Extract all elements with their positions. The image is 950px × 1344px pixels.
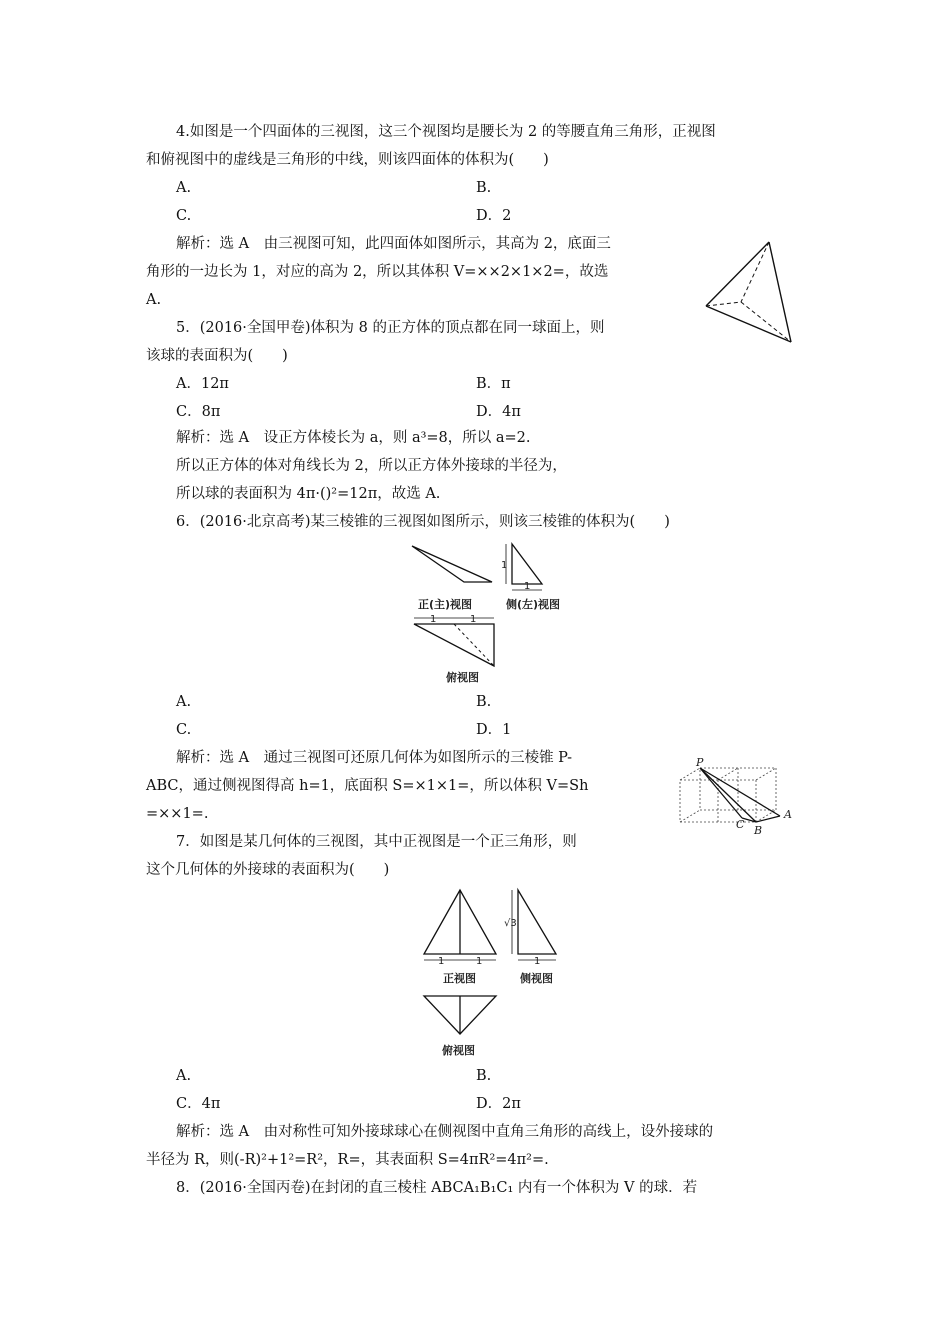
q7-front-view <box>424 890 496 960</box>
q6-top-view <box>414 618 494 666</box>
q6-point-p: P <box>696 756 704 769</box>
q6-side-height-dim: 1 <box>501 560 508 571</box>
q6-top-dim-right: 1 <box>470 614 477 625</box>
q7-side-view-label: 侧视图 <box>520 972 553 985</box>
q4-solution-line3: A. <box>146 292 162 308</box>
q5-option-d: D．4π <box>476 404 521 420</box>
q6-point-c: C <box>736 818 745 831</box>
q6-option-a: A. <box>176 694 192 710</box>
q5-option-c: C．8π <box>176 404 221 420</box>
q7-option-d: D．2π <box>476 1096 521 1112</box>
q7-solution-line2: 半径为 R，则(-R)²+1²=R²，R=，其表面积 S=4πR²=4π²=. <box>146 1152 549 1168</box>
q5-solution-line1: 解析：选 A 设正方体棱长为 a，则 a³=8，所以 a=2. <box>176 430 531 446</box>
q6-top-dim-left: 1 <box>430 614 437 625</box>
q7-side-view <box>512 890 556 960</box>
q7-front-view-label: 正视图 <box>443 972 476 985</box>
q4-stem-line1: 4.如图是一个四面体的三视图，这三个视图均是腰长为 2 的等腰直角三角形，正视图 <box>176 124 716 140</box>
q5-stem-line2: 该球的表面积为( ) <box>146 348 288 364</box>
q5-solution-line3: 所以球的表面积为 4π·()²=12π，故选 A. <box>176 486 441 502</box>
q6-option-b: B. <box>476 694 492 710</box>
q6-top-view-label: 俯视图 <box>446 671 479 684</box>
q4-option-b: B. <box>476 180 492 196</box>
q6-front-view <box>412 546 492 582</box>
q7-option-c: C．4π <box>176 1096 221 1112</box>
q6-option-d: D．1 <box>476 722 512 738</box>
q7-side-width-dim: 1 <box>534 956 541 967</box>
q7-option-a: A. <box>176 1068 192 1084</box>
q7-front-dim-right: 1 <box>476 956 483 967</box>
q6-stem-line1: 6．(2016·北京高考)某三棱锥的三视图如图所示，则该三棱锥的体积为( ) <box>176 514 670 530</box>
q4-option-a: A. <box>176 180 192 196</box>
q6-three-view-figure <box>400 538 590 688</box>
q6-option-c: C. <box>176 722 192 738</box>
q4-option-d: D．2 <box>476 208 512 224</box>
q7-solution-line1: 解析：选 A 由对称性可知外接球球心在侧视图中直角三角形的高线上，设外接球的 <box>176 1124 714 1140</box>
q6-solution-line2: ABC，通过侧视图得高 h=1，底面积 S=×1×1=，所以体积 V=Sh <box>146 778 589 794</box>
q5-option-b: B．π <box>476 376 511 392</box>
q4-solution-line2: 角形的一边长为 1，对应的高为 2，所以其体积 V=××2×1×2=，故选 <box>146 264 609 280</box>
q7-stem-line2: 这个几何体的外接球的表面积为( ) <box>146 862 390 878</box>
q5-solution-line2: 所以正方体的体对角线长为 2，所以正方体外接球的半径为， <box>176 458 567 474</box>
q5-stem-line1: 5．(2016·全国甲卷)体积为 8 的正方体的顶点都在同一球面上，则 <box>176 320 605 336</box>
q7-top-view <box>424 996 496 1034</box>
q4-solution-line1: 解析：选 A 由三视图可知，此四面体如图所示，其高为 2，底面三 <box>176 236 611 252</box>
q7-option-b: B. <box>476 1068 492 1084</box>
q6-pyramid-in-cubes-figure <box>676 758 796 838</box>
q7-stem-line1: 7．如图是某几何体的三视图，其中正视图是一个正三角形，则 <box>176 834 577 850</box>
q6-solution-line3: =××1=. <box>146 806 209 822</box>
q4-tetrahedron-figure <box>700 238 810 348</box>
q8-stem-line1: 8．(2016·全国丙卷)在封闭的直三棱柱 ABCA₁B₁C₁ 内有一个体积为 V 的球．若 <box>176 1180 698 1196</box>
q6-point-a: A <box>784 808 792 821</box>
q7-three-view-figure <box>410 886 580 1058</box>
q6-front-view-label: 正(主)视图 <box>418 598 473 611</box>
q5-option-a: A．12π <box>176 376 229 392</box>
q6-side-view-label: 侧(左)视图 <box>506 598 561 611</box>
q4-stem-line2: 和俯视图中的虚线是三角形的中线，则该四面体的体积为( ) <box>146 152 549 168</box>
q6-point-b: B <box>754 824 763 837</box>
q7-side-height-dim: √3 <box>504 918 517 929</box>
q7-front-dim-left: 1 <box>438 956 445 967</box>
q7-top-view-label: 俯视图 <box>442 1044 475 1057</box>
q6-solution-line1: 解析：选 A 通过三视图可还原几何体为如图所示的三棱锥 P- <box>176 750 573 766</box>
q6-side-width-dim: 1 <box>524 581 531 592</box>
q4-option-c: C. <box>176 208 192 224</box>
